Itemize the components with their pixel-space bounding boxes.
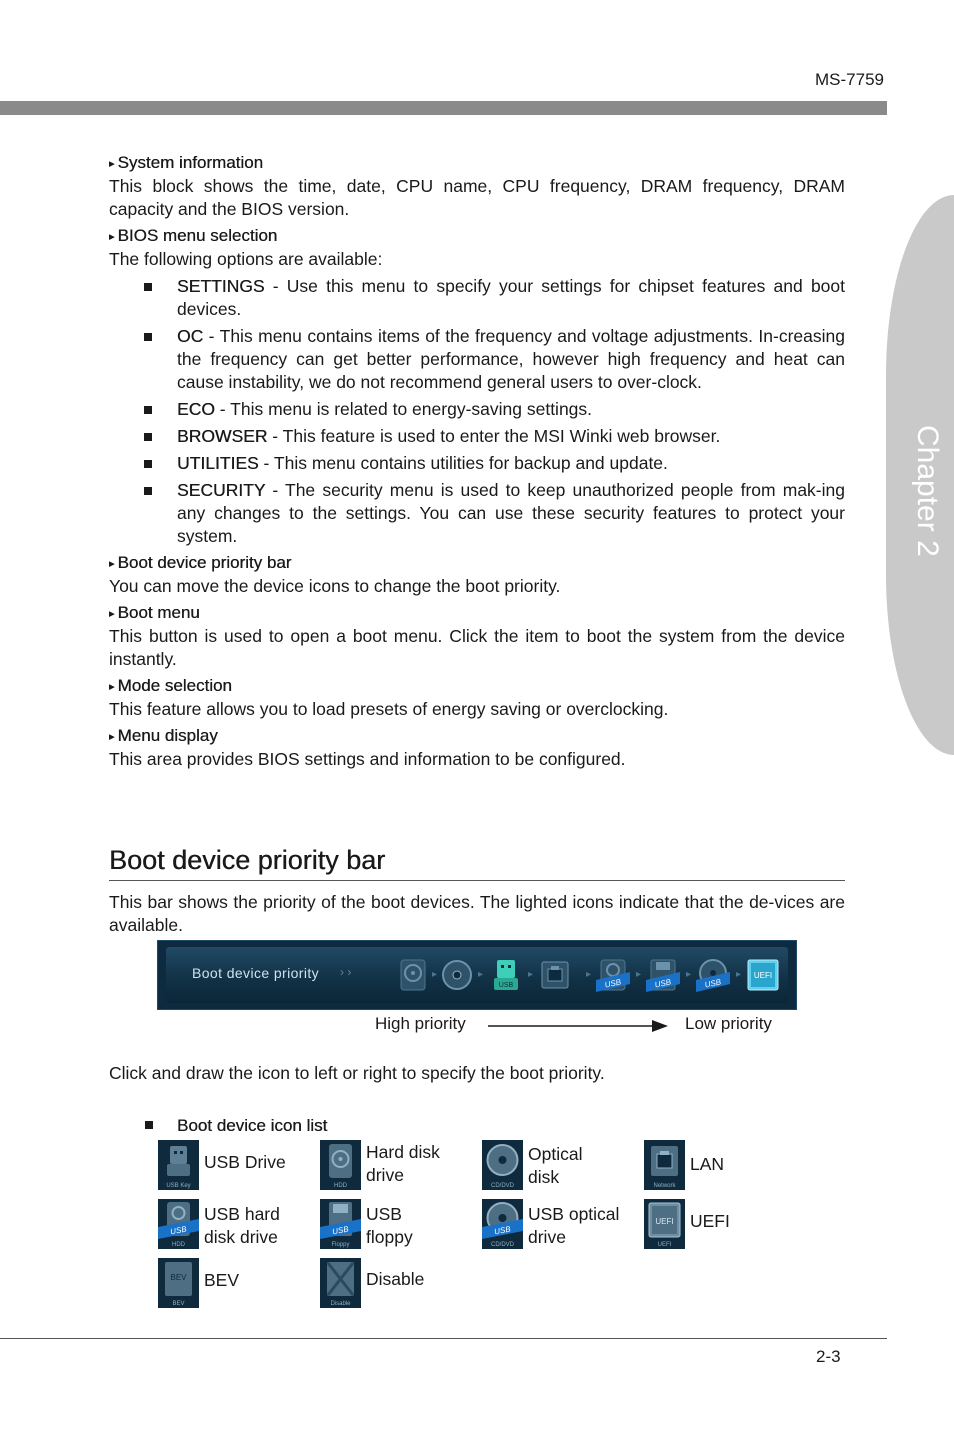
menu-description: - This menu contains items of the frequency and voltage adjustments. In-creasing the frequency can get better performance, however high frequency and heat can cause instability, we do not recommend general users to over-clock. (177, 326, 845, 392)
section-title-bios-menu: ▸ BIOS menu selection (109, 225, 845, 248)
icon-caption: CD/DVD (490, 1183, 515, 1189)
header-bar (0, 101, 887, 115)
bios-menu-list (109, 275, 845, 548)
bullet (145, 1121, 153, 1129)
usb-badge-label: USB (703, 977, 722, 990)
icon-label: USB optical drive (528, 1204, 620, 1247)
menu-description: - This menu is related to energy-saving settings. (214, 399, 593, 419)
menu-keyword: UTILITIES (177, 453, 259, 473)
menu-keyword: OC (177, 326, 204, 346)
usb-drive-icon (158, 1140, 199, 1190)
usb-hdd-icon (158, 1199, 199, 1249)
bev-icon (158, 1258, 199, 1308)
separator-icon: ▸ (432, 969, 438, 980)
usb-badge-label: USB (653, 977, 672, 990)
usb-optical-icon[interactable] (696, 958, 730, 992)
model-number: MS-7759 (815, 70, 884, 89)
list-item (109, 275, 845, 321)
boot-priority-description: This bar shows the priority of the boot devices. The lighted icons indicate that the de-vices are available. (109, 892, 845, 935)
list-item (109, 479, 845, 548)
menu-description: - This feature is used to enter the MSI Winki web browser. (267, 426, 721, 446)
uefi-icon (644, 1199, 685, 1249)
page-number: 2-3 (816, 1347, 841, 1366)
section-title-system-info: ▸ System information (109, 152, 845, 175)
uefi-icon[interactable] (746, 958, 780, 992)
bev-badge-label: BEV (170, 1273, 187, 1282)
list-item (109, 325, 845, 394)
footer-rule (0, 1338, 887, 1339)
uefi-badge-label: UEFI (655, 1217, 674, 1226)
icon-caption: HDD (334, 1183, 347, 1189)
hdd-icon (320, 1140, 361, 1190)
icon-label: UEFI (690, 1211, 730, 1231)
icon-label: LAN (690, 1154, 725, 1174)
icon-caption: BEV (172, 1301, 185, 1307)
section-title-boot-menu: ▸ Boot menu (109, 602, 845, 625)
usb-badge-label: USB (169, 1224, 188, 1237)
section-title-boot-bar: ▸ Boot device priority bar (109, 552, 845, 575)
icon-label: USB hard disk drive (204, 1204, 280, 1247)
boot-bar-title: Boot device priority (192, 965, 320, 981)
usb-optical-icon (482, 1199, 523, 1249)
optical-disk-icon[interactable] (440, 958, 474, 992)
icon-caption: CD/DVD (490, 1242, 515, 1248)
icon-label: Optical disk (528, 1144, 583, 1187)
section-body-mode: This feature allows you to load presets of energy saving or overclocking. (109, 699, 669, 719)
menu-keyword: ECO (177, 399, 215, 419)
separator-icon: ▸ (686, 969, 692, 980)
hdd-icon[interactable] (396, 958, 430, 992)
usb-floppy-icon (320, 1199, 361, 1249)
priority-arrow-icon (488, 1018, 668, 1034)
icon-label: USB Drive (204, 1152, 286, 1172)
usb-badge-label: USB (331, 1224, 350, 1237)
icon-caption: USB Key (166, 1183, 191, 1189)
boot-priority-instruction: Click and draw the icon to left or right to specify the boot priority. (109, 1063, 605, 1083)
separator-icon: ▸ (528, 969, 534, 980)
icon-caption: HDD (172, 1242, 185, 1248)
boot-bar-arrows: › › (340, 965, 352, 979)
section-body-system-info: This block shows the time, date, CPU name, CPU frequency, DRAM frequency, DRAM capacity and the BIOS version. (109, 176, 845, 219)
icon-caption: UEFI (657, 1242, 672, 1248)
icon-list-title (145, 1116, 327, 1136)
section-title-menu-display: ▸ Menu display (109, 725, 845, 748)
disable-icon (320, 1258, 361, 1308)
separator-icon: ▸ (636, 969, 642, 980)
list-item (109, 398, 845, 421)
icon-caption: Network (653, 1183, 676, 1189)
icon-label: USB floppy (366, 1204, 413, 1247)
list-item (109, 425, 845, 448)
high-priority-label: High priority (375, 1014, 466, 1033)
usb-floppy-icon[interactable] (646, 958, 680, 992)
menu-description: - The security menu is used to keep unauthorized people from mak-ing any changes to the settings. You can use these security features to protect your system. (177, 480, 845, 546)
lan-icon (644, 1140, 685, 1190)
icon-label: Hard disk drive (366, 1142, 440, 1185)
icon-list-title-text: Boot device icon list (177, 1116, 328, 1135)
optical-disk-icon (482, 1140, 523, 1190)
menu-description: - Use this menu to specify your settings for chipset features and boot devices. (177, 276, 845, 319)
menu-description: - This menu contains utilities for backup and update. (258, 453, 668, 473)
separator-icon: ▸ (586, 969, 592, 980)
menu-keyword: SECURITY (177, 480, 266, 500)
list-item (109, 452, 845, 475)
lan-icon[interactable] (538, 958, 572, 992)
section-body-boot-menu: This button is used to open a boot menu. Click the item to boot the system from the device instantly. (109, 626, 845, 669)
icon-label: Disable (366, 1269, 425, 1289)
separator-icon: ▸ (478, 969, 484, 980)
boot-bar-panel (166, 947, 788, 1003)
chapter-tab (886, 195, 954, 755)
section-body-boot-bar: You can move the device icons to change the boot priority. (109, 576, 561, 596)
usb-drive-icon[interactable] (489, 958, 523, 992)
usb-hdd-icon[interactable] (596, 958, 630, 992)
heading-boot-priority: Boot device priority bar (109, 843, 845, 881)
icon-caption: Disable (330, 1301, 351, 1307)
low-priority-label: Low priority (685, 1014, 772, 1033)
uefi-icon-label: UEFI (753, 971, 773, 980)
bios-menu-intro: The following options are available: (109, 249, 383, 269)
separator-icon: ▸ (736, 969, 742, 980)
menu-keyword: SETTINGS (177, 276, 265, 296)
menu-keyword: BROWSER (177, 426, 268, 446)
chapter-label: Chapter 2 (911, 425, 944, 557)
icon-caption: Floppy (331, 1242, 350, 1248)
section-body-menu-display: This area provides BIOS settings and information to be configured. (109, 749, 626, 769)
usb-badge-label: USB (493, 1224, 512, 1237)
content (109, 152, 845, 775)
usb-badge-label: USB (603, 977, 622, 990)
boot-priority-bar-image (157, 940, 797, 1010)
section-title-mode: ▸ Mode selection (109, 675, 845, 698)
icon-label: BEV (204, 1270, 240, 1290)
usb-key-icon-label: USB (498, 982, 514, 989)
